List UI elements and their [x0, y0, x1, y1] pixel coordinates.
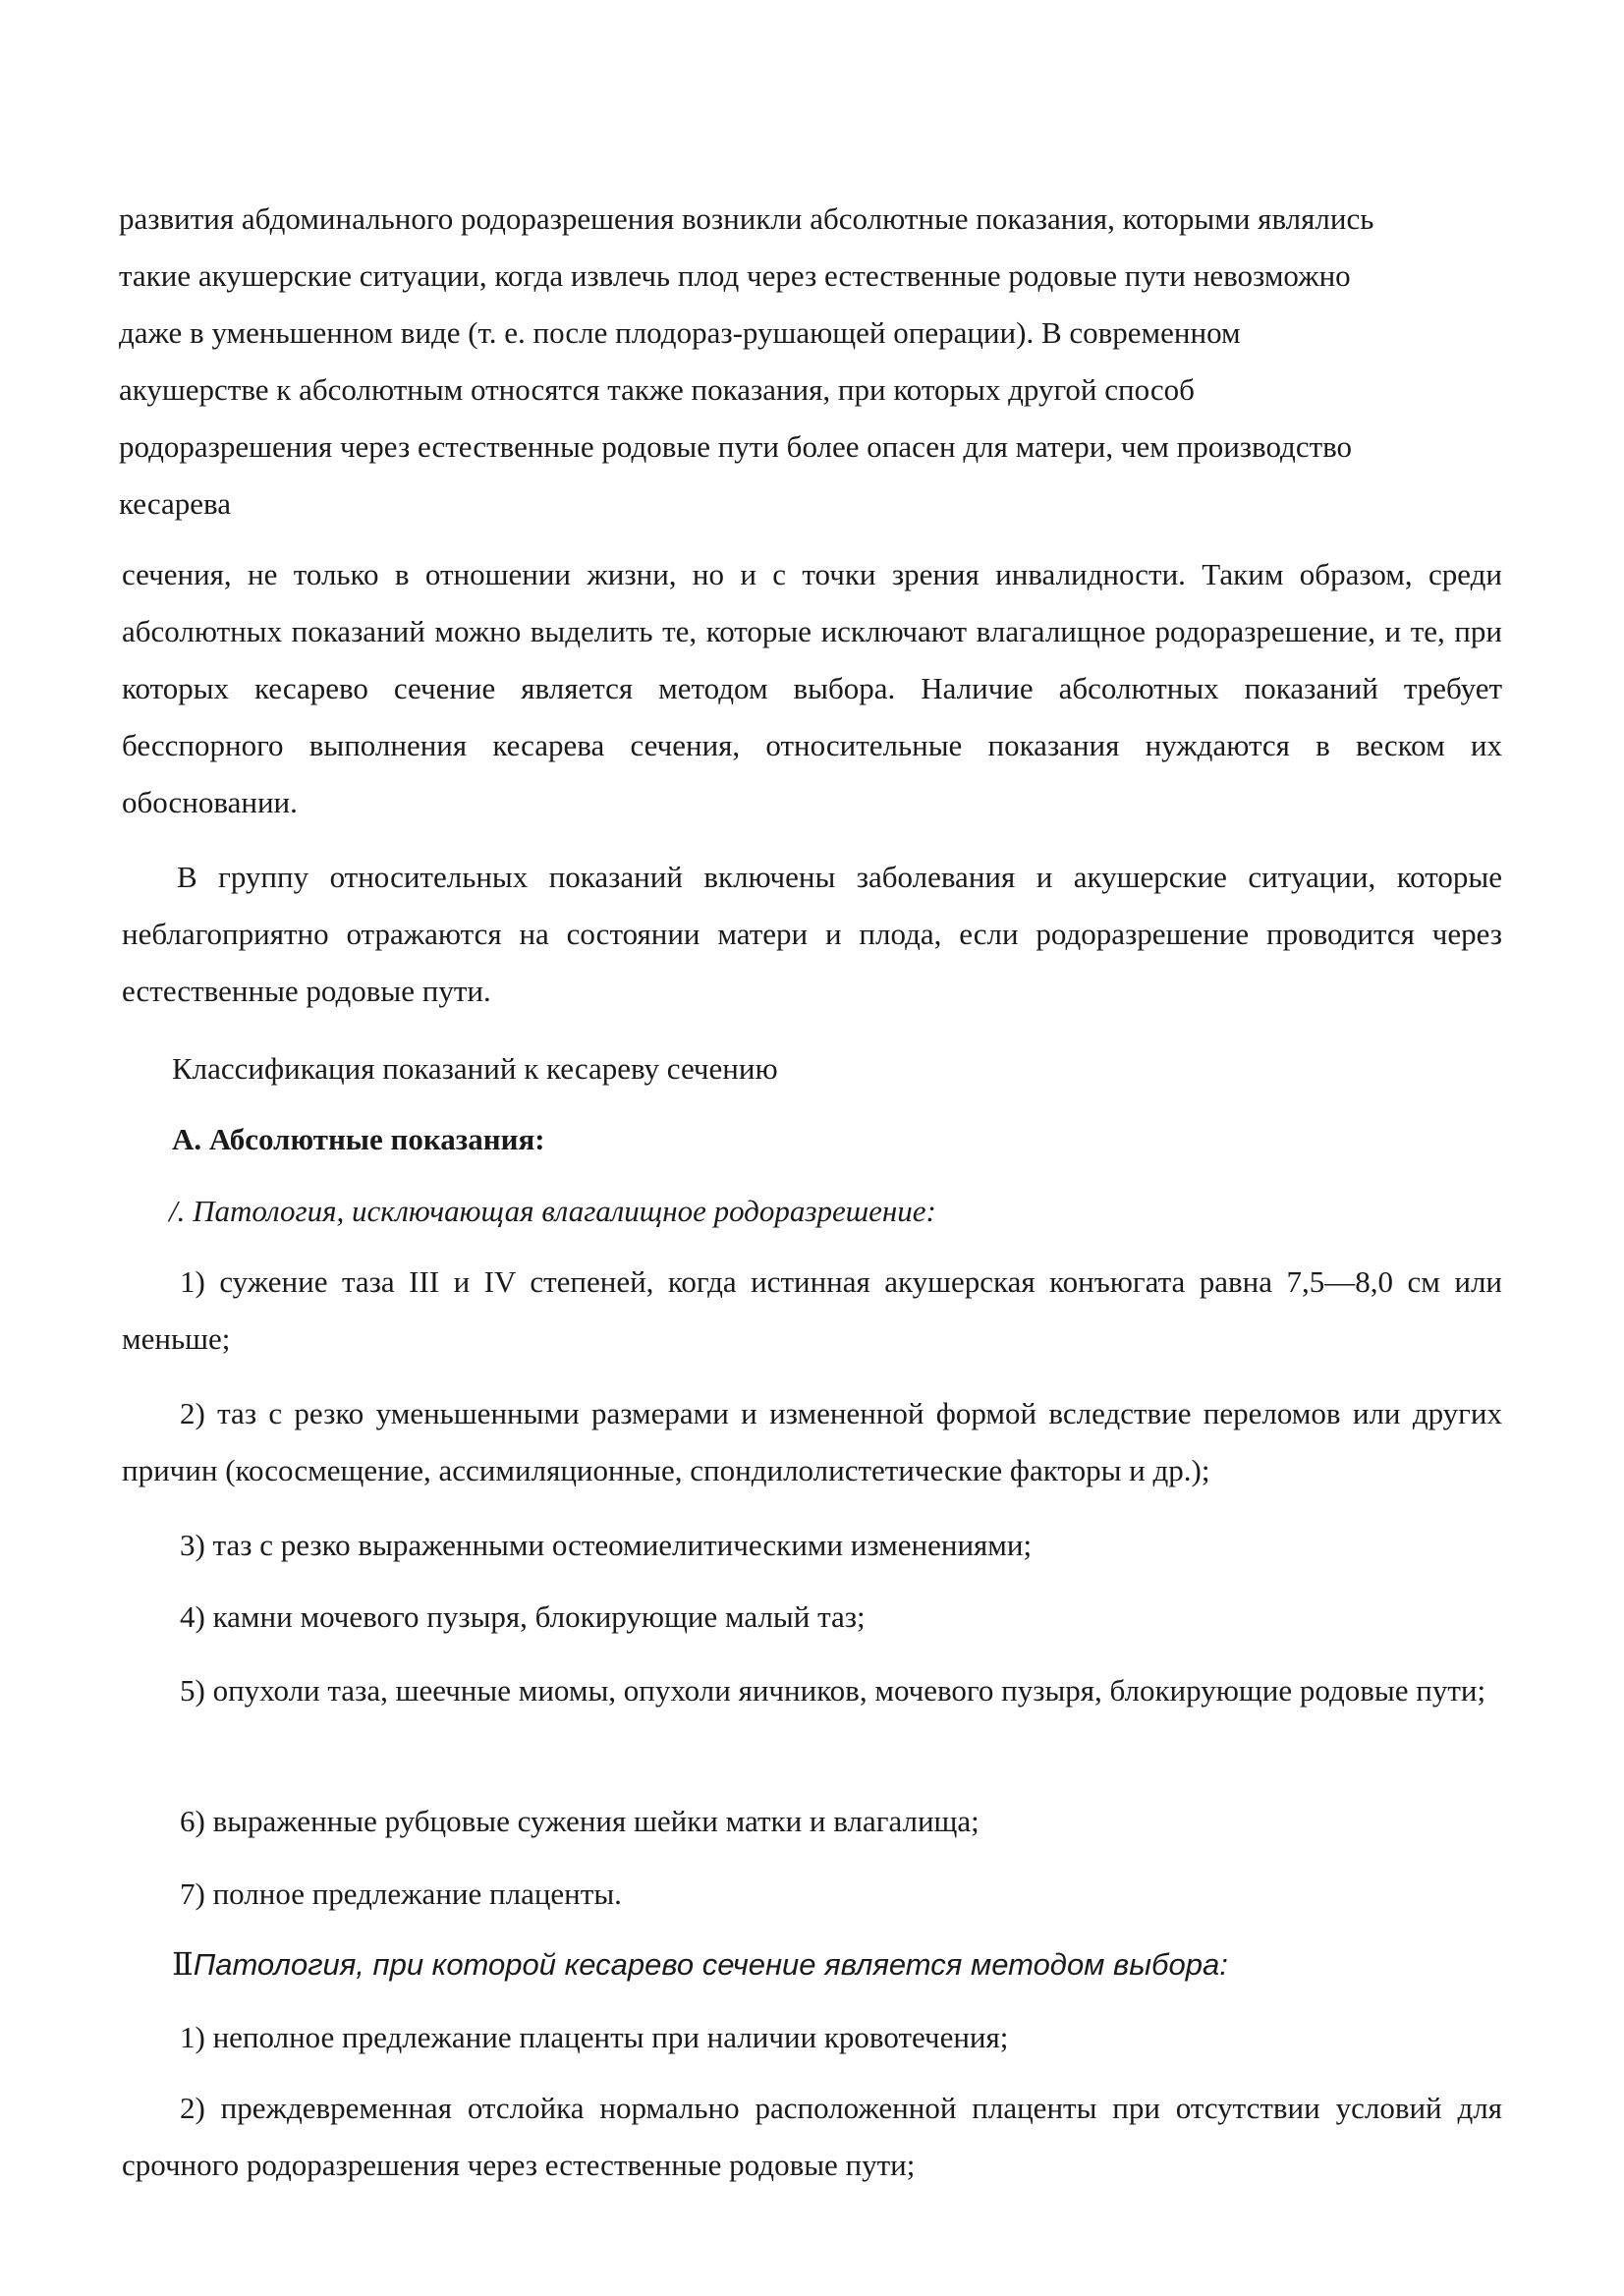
paragraph-relative-indications: В группу относительных показаний включены заболевания и акушерские ситуации, которые неблагоприятно отражаются на состоянии матери и плода, если родоразрешение проводится через естественные родовые пути. [122, 860, 1502, 1008]
text-line: акушерстве к абсолютным относятся также показания, при которых другой способ [119, 372, 1195, 407]
text-line: даже в уменьшенном виде (т. е. после плодораз-рушающей операции). В современном [119, 315, 1241, 350]
text-line: кесарева [119, 486, 231, 521]
text-line: такие акушерские ситуации, когда извлечь плод через естественные родовые пути невозможно [119, 258, 1351, 293]
subsection-i-heading: /. Патология, исключающая влагалищное родоразрешение: [169, 1194, 936, 1228]
list-item-i-2: 2) таз с резко уменьшенными размерами и измененной формой вследствие переломов или других причин (кососмещение, ассимиляционные, спондилолистетические факторы и др.); [122, 1396, 1502, 1487]
list-item-i-5: 5) опухоли таза, шеечные миомы, опухоли яичников, мочевого пузыря, блокирующие родовые пути; [180, 1673, 1486, 1708]
list-item-i-1: 1) сужение таза III и IV степеней, когда истинная акушерская конъюгата равна 7,5—8,0 см или меньше; [122, 1264, 1502, 1356]
list-item-i-6: 6) выраженные рубцовые сужения шейки матки и влагалища; [180, 1804, 980, 1838]
roman-numeral-ii: Ⅱ [172, 1945, 194, 1983]
classification-title: Классификация показаний к кесареву сечению [172, 1051, 778, 1086]
subsection-ii-heading [172, 1935, 1502, 1993]
list-item-ii-1: 1) неполное предлежание плаценты при наличии кровотечения; [180, 2020, 1009, 2054]
subsection-ii-text: Патология, при которой кесарево сечение является методом выбора: [193, 1947, 1228, 1982]
text-line: развития абдоминального родоразрешения возникли абсолютные показания, которыми являлись [119, 201, 1374, 236]
list-item-i-3: 3) таз с резко выраженными остеомиелитическими изменениями; [180, 1528, 1033, 1562]
section-a-heading: А. Абсолютные показания: [172, 1122, 545, 1156]
list-item-ii-2: 2) преждевременная отслойка нормально расположенной плаценты при отсутствии условий для срочного родоразрешения через естественные родовые пути; [122, 2091, 1502, 2182]
paragraph-absolute-indications: сечения, не только в отношении жизни, но и с точки зрения инвалидности. Таким образом, среди абсолютных показаний можно выделить те, которые исключают влагалищное родоразрешение, и те, при которых кесарево сечение является методом выбора. Наличие абсолютных показаний требует бесспорного выполнения кесарева сечения, относительные показания нуждаются в веском их обосновании. [122, 557, 1502, 819]
list-item-i-7: 7) полное предлежание плаценты. [180, 1876, 622, 1911]
paragraph-intro [119, 191, 1514, 532]
text-line: родоразрешения через естественные родовые пути более опасен для матери, чем производство [119, 429, 1353, 464]
list-item-i-4: 4) камни мочевого пузыря, блокирующие малый таз; [180, 1599, 866, 1634]
